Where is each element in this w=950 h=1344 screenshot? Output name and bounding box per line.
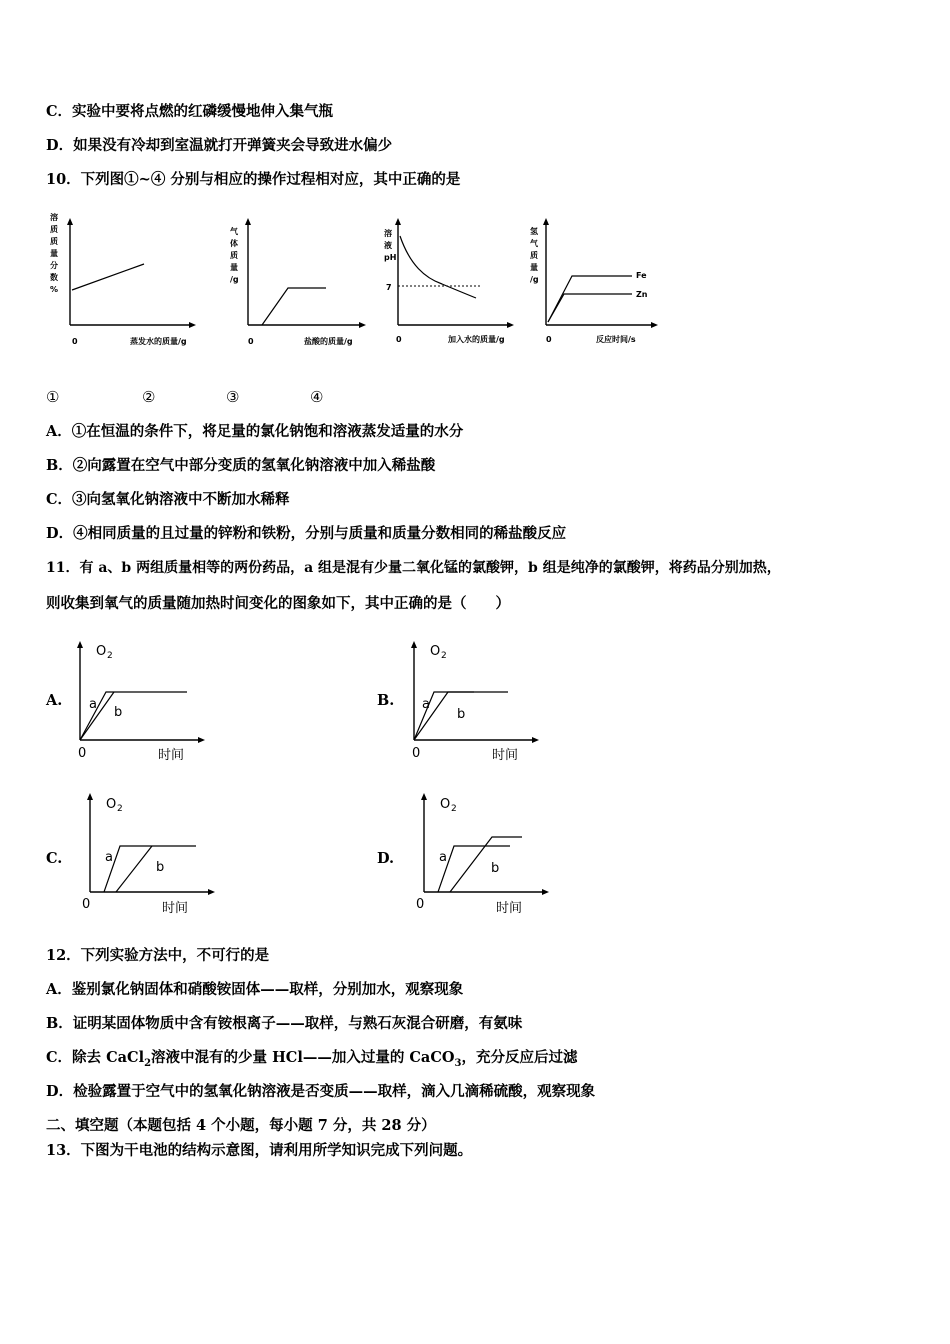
q10-option-d: D．④相同质量的且过量的锌粉和铁粉，分别与质量和质量分数相同的稀盐酸反应 [46,525,567,542]
svg-text:2: 2 [107,651,113,661]
svg-text:加入水的质量/g: 加入水的质量/g [448,335,505,344]
svg-text:时间: 时间 [496,901,523,916]
svg-text:%: % [50,285,59,294]
question-10: 10．下列图①~④ 分别与相应的操作过程相对应，其中正确的是 [46,171,461,188]
q11-option-d-label: D. [377,850,395,867]
svg-text:分: 分 [50,261,58,270]
svg-text:b: b [491,861,500,876]
question-13: 13．下图为干电池的结构示意图，请利用所学知识完成下列问题。 [46,1142,473,1159]
svg-text:2: 2 [441,651,447,661]
q11-graph-c [80,790,230,920]
q12-option-a: A．鉴别氯化钠固体和硝酸铵固体——取样，分别加水，观察现象 [46,981,464,998]
svg-text:2: 2 [117,804,123,814]
svg-text:a: a [439,850,447,865]
q10-graph-2 [228,210,388,355]
q11-option-a-label: A. [46,692,63,709]
svg-text:质: 质 [50,225,58,234]
svg-text:0: 0 [546,335,552,344]
svg-text:a: a [422,697,430,712]
svg-text:量: 量 [530,263,538,272]
svg-text:数: 数 [50,273,58,282]
svg-text:0: 0 [78,746,87,761]
svg-text:时间: 时间 [158,748,185,763]
q12-option-d: D．检验露置于空气中的氢氧化钠溶液是否变质——取样，滴入几滴稀硫酸，观察现象 [46,1083,596,1100]
svg-text:Fe: Fe [636,271,647,280]
g1-zero: 0 [72,337,78,346]
svg-text:/g: /g [530,275,539,284]
svg-text:盐酸的质量/g: 盐酸的质量/g [304,337,353,346]
graph-num-2: ② [142,388,156,406]
svg-text:时间: 时间 [162,901,189,916]
graph-num-3: ③ [226,388,240,406]
q12-option-b: B．证明某固体物质中含有铵根离子——取样，与熟石灰混合研磨，有氨味 [46,1015,523,1032]
q10-option-a: A．①在恒温的条件下，将足量的氯化钠饱和溶液蒸发适量的水分 [46,423,464,440]
svg-text:量: 量 [230,263,238,272]
line-c: C．实验中要将点燃的红磷缓慢地伸入集气瓶 [46,103,334,120]
svg-text:0: 0 [396,335,402,344]
svg-text:b: b [457,707,466,722]
svg-text:体: 体 [230,239,238,248]
g1-ylabel: 溶 [50,213,58,222]
svg-text:气: 气 [530,239,538,248]
svg-text:质: 质 [230,251,238,260]
q10-graph-3 [380,210,540,355]
q10-option-b: B．②向露置在空气中部分变质的氢氧化钠溶液中加入稀盐酸 [46,457,436,474]
svg-text:/g: /g [230,275,239,284]
q10-graph-4 [528,210,688,355]
section-2-title: 二、填空题（本题包括 4 个小题，每小题 7 分，共 28 分） [46,1117,436,1134]
svg-text:b: b [156,860,165,875]
svg-text:0: 0 [412,746,421,761]
line-d: D．如果没有冷却到室温就打开弹簧夹会导致进水偏少 [46,137,393,154]
q10-graph-1 [44,210,214,355]
q11-graph-d [414,790,564,920]
svg-text:氢: 氢 [530,227,538,236]
svg-text:质: 质 [530,251,538,260]
svg-text:a: a [105,850,113,865]
graph-num-1: ① [46,388,60,406]
svg-text:0: 0 [416,897,425,912]
svg-text:7: 7 [386,283,392,292]
svg-text:量: 量 [50,249,58,258]
q10-option-c: C．③向氢氧化钠溶液中不断加水稀释 [46,491,290,508]
svg-text:质: 质 [50,237,58,246]
q12-option-c: C．除去 CaCl$_2$溶液中混有的少量 HCl——加入过量的 CaCO$_3$，充分反应后过滤 [46,1049,578,1069]
q11-graph-b [404,638,554,768]
svg-text:液: 液 [384,241,392,250]
svg-text:O: O [430,644,441,659]
q11-option-c-label: C. [46,850,63,867]
svg-text:pH: pH [384,253,397,262]
svg-text:溶: 溶 [384,229,392,238]
svg-text:a: a [89,697,97,712]
svg-text:Zn: Zn [636,290,648,299]
question-11-line1: 11．有 a、b 两组质量相等的两份药品，a 组是混有少量二氧化锰的氯酸钾，b 组是纯净的氯酸钾，将药品分别加热， [46,560,781,576]
svg-text:O: O [96,644,107,659]
svg-text:b: b [114,705,123,720]
q11-option-b-label: B. [377,692,395,709]
svg-text:0: 0 [248,337,254,346]
svg-text:0: 0 [82,897,91,912]
svg-text:气: 气 [230,227,238,236]
question-11-line2: 则收集到氧气的质量随加热时间变化的图象如下，其中正确的是（ ） [46,595,510,612]
svg-text:时间: 时间 [492,748,519,763]
question-12: 12．下列实验方法中，不可行的是 [46,947,270,964]
svg-text:反应时间/s: 反应时间/s [596,335,636,344]
svg-text:O: O [106,797,117,812]
g1-xlabel: 蒸发水的质量/g [130,337,187,346]
q11-graph-a [70,638,220,768]
svg-text:O: O [440,797,451,812]
svg-text:2: 2 [451,804,457,814]
graph-num-4: ④ [310,388,324,406]
